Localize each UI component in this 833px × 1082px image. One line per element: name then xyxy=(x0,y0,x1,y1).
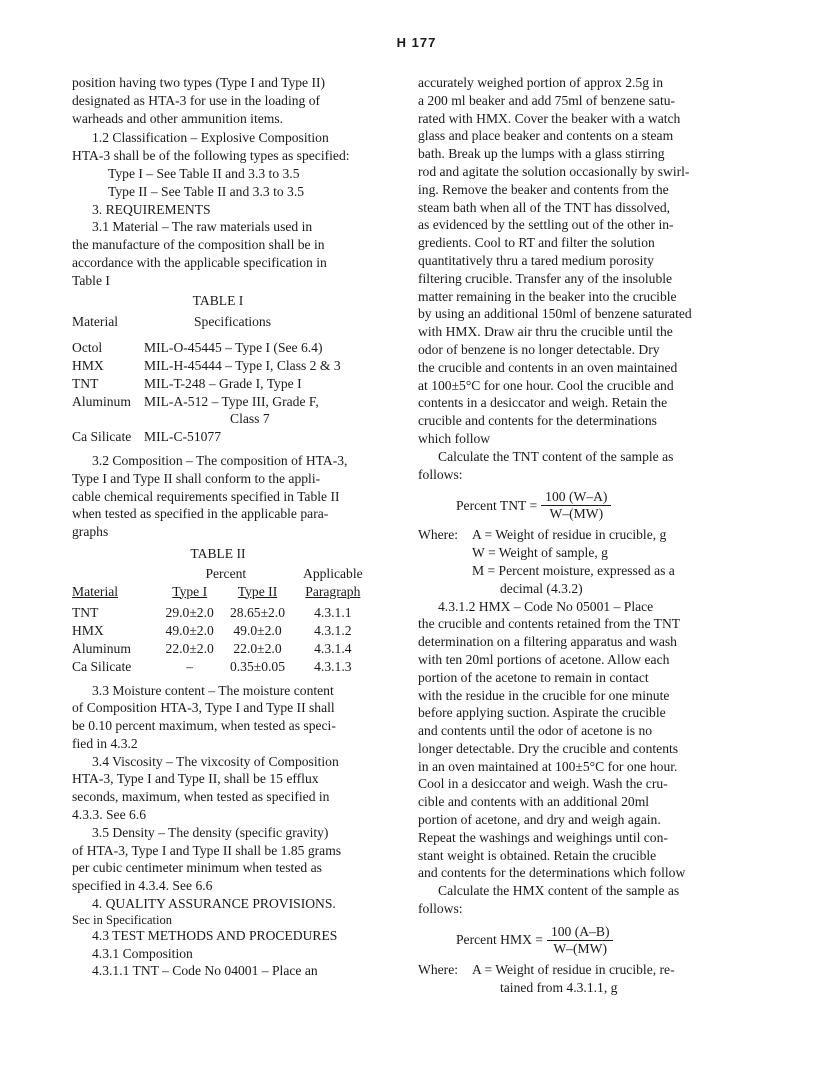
table-cell: 29.0±2.0 xyxy=(165,605,214,621)
text-line: the manufacture of the composition shall be in xyxy=(72,237,325,253)
type-line: Type I – See Table II and 3.3 to 3.5 xyxy=(108,165,300,181)
text-line: fied in 4.3.2 xyxy=(72,735,138,751)
text-line: portion of the acetone to remain in contact xyxy=(418,669,649,685)
table-group-header: Applicable xyxy=(303,565,363,581)
formula-lhs: Percent HMX = xyxy=(456,932,543,948)
text-line: 3.1 Material – The raw materials used in xyxy=(92,219,313,235)
hmx-formula xyxy=(456,924,734,957)
text-line: warheads and other ammunition items. xyxy=(72,110,284,126)
text-line: follows: xyxy=(418,466,463,482)
text-line: a 200 ml beaker and add 75ml of benzene satu- xyxy=(418,92,676,108)
table-cell: 49.0±2.0 xyxy=(233,623,282,639)
formula-denominator: W–(MW) xyxy=(549,506,604,522)
table-1 xyxy=(72,313,341,446)
text-line: matter remaining in the beaker into the crucible xyxy=(418,288,677,304)
where-line: tained from 4.3.1.1, g xyxy=(500,979,618,995)
text-line: of Composition HTA-3, Type I and Type II shall xyxy=(72,700,335,716)
text-line: specified in 4.3.4. See 6.6 xyxy=(72,878,213,894)
text-line: accordance with the applicable specification in xyxy=(72,254,327,270)
right-column xyxy=(418,74,734,996)
text-line: graphs xyxy=(72,524,109,540)
text-line: 3.3 Moisture content – The moisture content xyxy=(92,682,334,698)
text-line: Table I xyxy=(72,272,110,288)
table-row xyxy=(72,393,341,411)
table-cell: MIL-C-51077 xyxy=(144,429,222,445)
text-line: Cool in a desiccator and weigh. Wash the cru- xyxy=(418,776,668,792)
table-cell: Ca Silicate xyxy=(72,658,132,674)
where-label: Where: xyxy=(418,527,458,543)
text-line: rod and agitate the solution occasionally by swirl- xyxy=(418,163,690,179)
text-line: odor of benzene is no longer detectable. Dry xyxy=(418,341,660,357)
table-cell: 4.3.1.1 xyxy=(314,605,352,621)
text-line: 1.2 Classification – Explosive Composition xyxy=(92,130,329,146)
table-cell: 4.3.1.2 xyxy=(314,623,352,639)
text-line: seconds, maximum, when tested as specified in xyxy=(72,789,330,805)
section-4-3-1-2 xyxy=(418,598,734,883)
text-line: Calculate the TNT content of the sample as xyxy=(438,448,674,464)
section-4-subnote: Sec in Specification xyxy=(72,912,172,927)
tnt-procedure xyxy=(418,74,734,448)
where-line: M = Percent moisture, expressed as a xyxy=(472,562,675,578)
table-row xyxy=(72,375,341,393)
table-cell: HMX xyxy=(72,623,104,639)
table-cell: MIL-O-45445 – Type I (See 6.4) xyxy=(144,340,323,356)
table-header-cell: Material xyxy=(72,583,119,599)
table-row xyxy=(72,410,341,428)
table-cell: MIL-H-45444 – Type I, Class 2 & 3 xyxy=(144,357,341,373)
table-cell: MIL-T-248 – Grade I, Type I xyxy=(144,375,302,391)
section-1-2 xyxy=(72,129,394,200)
text-line: be 0.10 percent maximum, when tested as speci- xyxy=(72,718,336,734)
table-row xyxy=(72,357,341,375)
table-cell: 49.0±2.0 xyxy=(165,623,214,639)
where-line: W = Weight of sample, g xyxy=(472,545,608,561)
table-row xyxy=(72,428,341,446)
where-label: Where: xyxy=(418,961,458,977)
text-line: glass and place beaker and contents on a steam xyxy=(418,128,674,144)
text-line: portion of acetone, and dry and weigh again. xyxy=(418,812,661,828)
table-header-cell: Specifications xyxy=(194,314,272,330)
where-line: A = Weight of residue in crucible, re- xyxy=(472,961,675,977)
text-line: contents in a desiccator and weigh. Retain the xyxy=(418,395,668,411)
text-line: bath. Break up the lumps with a glass stirring xyxy=(418,146,665,162)
section-3-3 xyxy=(72,682,394,753)
formula-numerator: 100 (W–A) xyxy=(541,489,611,506)
table-cell: Ca Silicate xyxy=(72,429,132,445)
table-cell: HMX xyxy=(72,357,104,373)
text-line: 4.3.1.2 HMX – Code No 05001 – Place xyxy=(438,598,654,614)
section-3-heading: 3. REQUIREMENTS xyxy=(92,201,211,217)
table-cell: 4.3.1.4 xyxy=(314,640,352,656)
table-cell: Aluminum xyxy=(72,640,131,656)
text-line: quantitatively thru a tared medium porosity xyxy=(418,252,654,268)
tnt-calc-intro xyxy=(418,448,734,484)
text-line: steam bath when all of the TNT has dissolved, xyxy=(418,199,671,215)
text-line: determination on a filtering apparatus and wash xyxy=(418,634,677,650)
text-line: 4.3.3. See 6.6 xyxy=(72,807,147,823)
text-line: when tested as specified in the applicable para- xyxy=(72,506,329,522)
table-cell: Class 7 xyxy=(230,411,270,427)
section-4-heading: 4. QUALITY ASSURANCE PROVISIONS. xyxy=(92,896,336,912)
table-header-row xyxy=(72,583,372,601)
table-group-header: Percent xyxy=(205,565,247,581)
table-row xyxy=(72,604,372,622)
text-line: follows: xyxy=(418,901,463,917)
table-row xyxy=(72,640,372,658)
text-line: with the residue in the crucible for one minute xyxy=(418,687,670,703)
table-row xyxy=(72,339,341,357)
table-2 xyxy=(72,565,372,676)
text-line: of HTA-3, Type I and Type II shall be 1.85 grams xyxy=(72,842,342,858)
formula-numerator: 100 (A–B) xyxy=(547,924,614,941)
table-cell: 28.65±2.0 xyxy=(229,605,286,621)
text-line: HTA-3, Type I and Type II, shall be 15 efflux xyxy=(72,771,319,787)
table-cell: 0.35±0.05 xyxy=(229,658,286,674)
section-3-5 xyxy=(72,824,394,895)
section-3-4 xyxy=(72,753,394,824)
section-4-3-heading: 4.3 TEST METHODS AND PROCEDURES xyxy=(92,927,338,943)
table-cell: 4.3.1.3 xyxy=(314,658,352,674)
text-line: Repeat the washings and weighings until con- xyxy=(418,829,668,845)
section-3-2 xyxy=(72,452,394,541)
intro-paragraph xyxy=(72,74,394,127)
text-line: stant weight is obtained. Retain the crucible xyxy=(418,847,657,863)
text-line: per cubic centimeter minimum when tested as xyxy=(72,860,322,876)
text-line: the crucible and contents retained from the TNT xyxy=(418,616,681,632)
text-line: crucible and contents for the determinations xyxy=(418,413,657,429)
text-line: with HMX. Draw air thru the crucible until the xyxy=(418,324,673,340)
table-1-title: TABLE I xyxy=(192,292,244,308)
where-line: decimal (4.3.2) xyxy=(500,580,583,596)
text-line: designated as HTA-3 for use in the loading of xyxy=(72,92,321,108)
table-row xyxy=(72,622,372,640)
hmx-where-block xyxy=(418,961,675,997)
text-line: filtering crucible. Transfer any of the insoluble xyxy=(418,270,673,286)
left-column xyxy=(72,74,394,980)
text-line: rated with HMX. Cover the beaker with a watch xyxy=(418,110,681,126)
text-line: the crucible and contents in an oven maintained xyxy=(418,359,678,375)
text-line: at 100±5°C for one hour. Cool the crucible and xyxy=(418,377,674,393)
section-3-1 xyxy=(72,218,394,289)
text-line: and contents for the determinations which follow xyxy=(418,865,686,881)
table-group-header-row xyxy=(72,565,372,583)
hmx-calc-intro xyxy=(418,882,734,918)
text-line: as evidenced by the settling out of the other in- xyxy=(418,217,674,233)
text-line: 3.5 Density – The density (specific gravity) xyxy=(92,824,329,840)
text-line: gredients. Cool to RT and filter the solution xyxy=(418,235,655,251)
table-row xyxy=(72,658,372,676)
page-header: H 177 xyxy=(396,35,437,50)
table-cell: MIL-A-512 – Type III, Grade F, xyxy=(144,393,319,409)
text-line: with ten 20ml portions of acetone. Allow each xyxy=(418,651,670,667)
text-line: and contents until the odor of acetone is no xyxy=(418,723,653,739)
table-cell: TNT xyxy=(72,375,99,391)
text-line: longer detectable. Dry the crucible and contents xyxy=(418,740,679,756)
table-cell: Octol xyxy=(72,340,103,356)
table-header-row xyxy=(72,313,341,331)
formula-fraction xyxy=(547,924,614,957)
text-line: HTA-3 shall be of the following types as specified: xyxy=(72,148,350,164)
table-cell: 22.0±2.0 xyxy=(233,640,282,656)
text-line: cable chemical requirements specified in Table II xyxy=(72,488,340,504)
table-header-cell: Type II xyxy=(237,583,278,599)
section-4-3-1-heading: 4.3.1 Composition xyxy=(92,945,193,961)
text-line: which follow xyxy=(418,430,491,446)
text-line: Calculate the HMX content of the sample as xyxy=(438,883,680,899)
type-line: Type II – See Table II and 3.3 to 3.5 xyxy=(108,183,305,199)
text-line: accurately weighed portion of approx 2.5g in xyxy=(418,75,663,90)
table-cell: – xyxy=(186,658,194,674)
tnt-formula xyxy=(456,489,734,522)
text-line: ing. Remove the beaker and contents from the xyxy=(418,181,669,197)
table-cell xyxy=(72,410,144,428)
table-cell: TNT xyxy=(72,605,99,621)
where-line: A = Weight of residue in crucible, g xyxy=(472,527,667,543)
text-line: before applying suction. Aspirate the crucible xyxy=(418,705,666,721)
text-line: 3.2 Composition – The composition of HTA-3, xyxy=(92,452,348,468)
formula-fraction xyxy=(541,489,611,522)
text-line: cible and contents with an additional 20ml xyxy=(418,794,650,810)
text-line: 3.4 Viscosity – The vixcosity of Composition xyxy=(92,753,339,769)
table-2-title: TABLE II xyxy=(190,545,246,561)
formula-lhs: Percent TNT = xyxy=(456,497,538,513)
tnt-where-block xyxy=(418,526,675,597)
section-4-3-1-1-start: 4.3.1.1 TNT – Code No 04001 – Place an xyxy=(92,963,318,979)
text-line: by using an additional 150ml of benzene saturated xyxy=(418,306,692,322)
formula-denominator: W–(MW) xyxy=(553,940,608,956)
table-cell: Aluminum xyxy=(72,393,131,409)
table-header-cell: Paragraph xyxy=(305,583,361,599)
text-line: Type I and Type II shall conform to the appli- xyxy=(72,470,321,486)
text-line: position having two types (Type I and Type II) xyxy=(72,75,326,90)
text-line: in an oven maintained at 100±5°C for one hour. xyxy=(418,758,678,774)
table-header-cell: Material xyxy=(72,314,119,330)
table-cell: 22.0±2.0 xyxy=(165,640,214,656)
table-header-cell: Type I xyxy=(172,583,208,599)
